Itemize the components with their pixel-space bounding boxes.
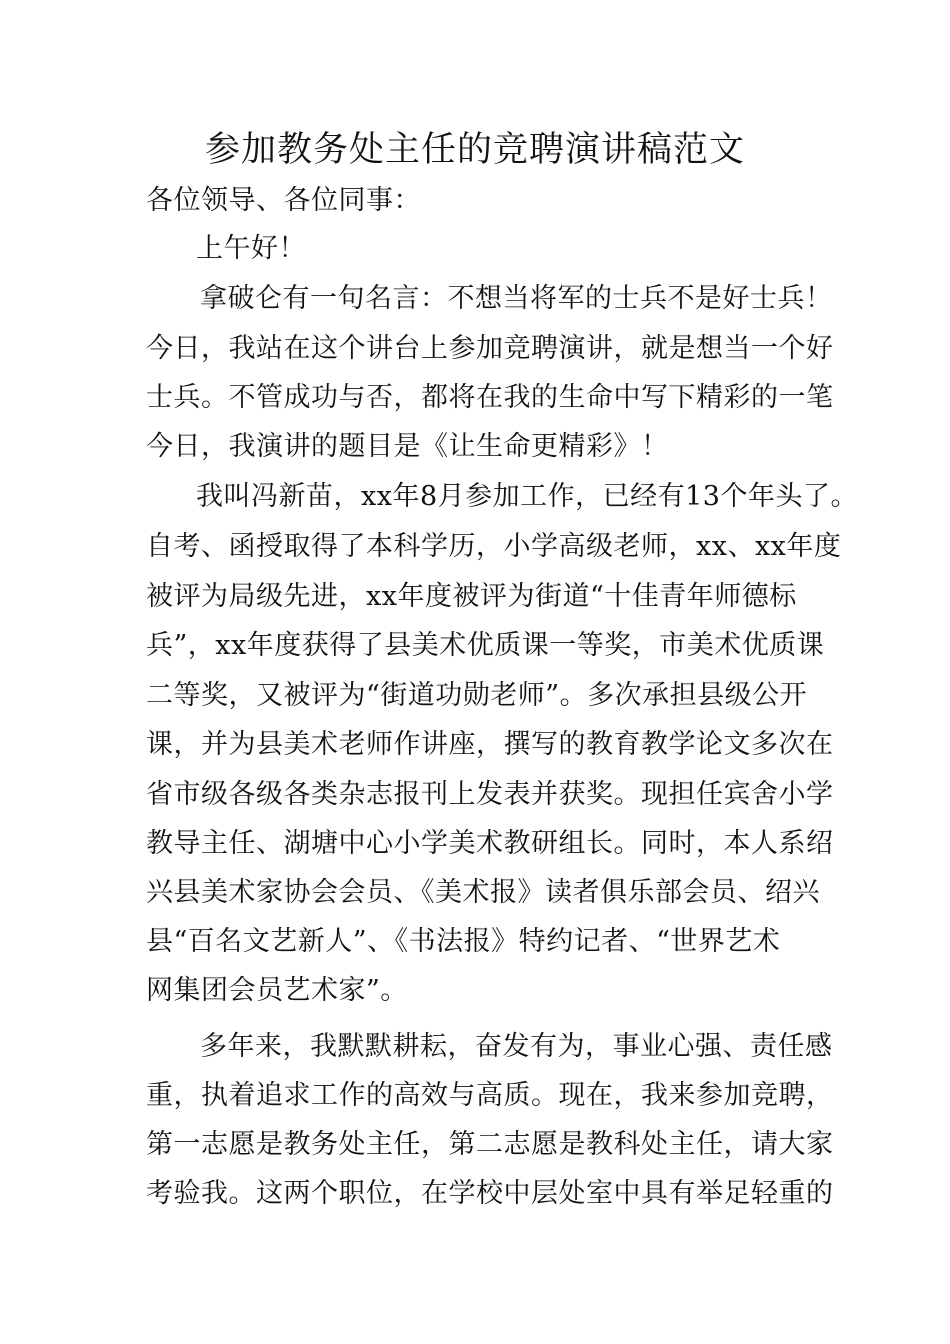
paragraph-line: 县“百名文艺新人”、《书法报》特约记者、“世界艺术 [146, 926, 781, 957]
document-title: 参加教务处主任的竞聘演讲稿范文 [204, 130, 745, 170]
salutation-line: 各位领导、各位同事： [146, 185, 421, 216]
paragraph-line: 今日，我演讲的题目是《让生命更精彩》！ [146, 431, 669, 462]
paragraph-line: 课，并为县美术老师作讲座，撰写的教育教学论文多次在 [146, 729, 834, 760]
paragraph-line: 自考、函授取得了本科学历，小学高级老师，xx、xx年度 [146, 531, 842, 562]
paragraph-line: 我叫冯新苗，xx年8月参加工作，已经有13个年头了。 [196, 481, 858, 512]
paragraph-line: 网集团会员艺术家”。 [146, 975, 408, 1006]
paragraph-line: 教导主任、湖塘中心小学美术教研组长。同时，本人系绍 [146, 828, 834, 859]
paragraph-line: 考验我。这两个职位，在学校中层处室中具有举足轻重的 [146, 1178, 834, 1209]
paragraph-line: 今日，我站在这个讲台上参加竞聘演讲，就是想当一个好 [146, 333, 834, 364]
paragraph-line: 兴县美术家协会会员、《美术报》读者俱乐部会员、绍兴 [146, 877, 820, 908]
paragraph-line: 重，执着追求工作的高效与高质。现在，我来参加竞聘， [146, 1080, 834, 1111]
paragraph-line: 多年来，我默默耕耘，奋发有为，事业心强、责任感 [200, 1031, 833, 1062]
paragraph-line: 二等奖，又被评为“街道功勋老师”。多次承担县级公开 [146, 680, 808, 711]
paragraph-line: 拿破仑有一句名言：不想当将军的士兵不是好士兵！ [200, 283, 833, 314]
paragraph-line: 兵”，xx年度获得了县美术优质课一等奖，市美术优质课 [146, 630, 825, 661]
greeting-line: 上午好！ [196, 233, 306, 264]
paragraph-line: 第一志愿是教务处主任，第二志愿是教科处主任，请大家 [146, 1129, 834, 1160]
paragraph-line: 士兵。不管成功与否，都将在我的生命中写下精彩的一笔 [146, 382, 834, 413]
paragraph-line: 省市级各级各类杂志报刊上发表并获奖。现担任宾舍小学 [146, 779, 834, 810]
paragraph-line: 被评为局级先进，xx年度被评为街道“十佳青年师德标 [146, 581, 797, 612]
